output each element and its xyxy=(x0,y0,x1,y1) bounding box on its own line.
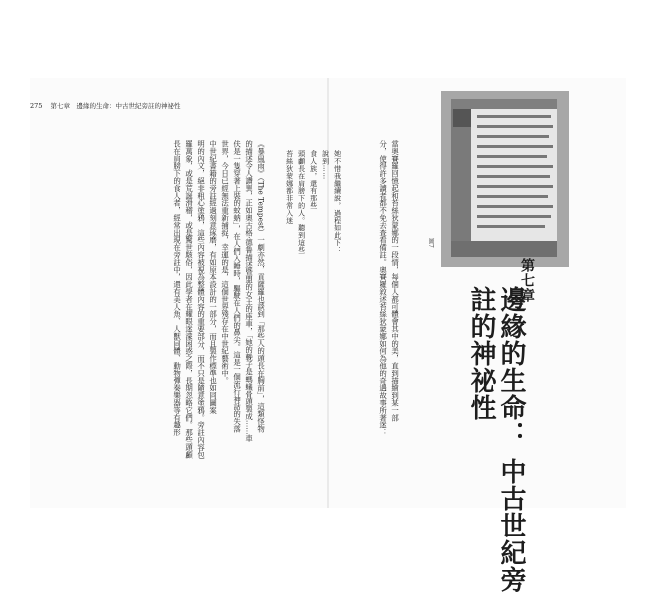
manuscript-text-line xyxy=(477,125,553,128)
manuscript-text-line xyxy=(477,185,553,188)
manuscript-text-line xyxy=(477,155,547,158)
body-text-column: 的描述令人讚異，正如奧古格‧德鲁描述暨盟的女王的座車，「她的輓子是螞蟻骨頭製成……車 xyxy=(244,140,254,443)
manuscript-text-line xyxy=(477,215,551,218)
chapter-title-line: 邊緣的生命： xyxy=(496,286,526,448)
manuscript-text-line xyxy=(477,175,550,178)
manuscript-text-line xyxy=(477,115,551,118)
body-text-column: 當奧賽羅回憶起和苔絲狄蒙娜的一段情，每個人都可體會其中的美，直到描繪到某一部 xyxy=(390,140,400,422)
chapter-title-line: 中古世紀旁註的神祕性 xyxy=(466,286,526,594)
verse-line: 她不惜我繼續說，過程如此下： xyxy=(333,150,342,254)
running-title: 第七章 邊緣的生命：中古世紀旁註的神祕性 xyxy=(50,102,181,110)
body-text-column: 伕是一隻穿著上裝的蚊蚋」，在人們入睡時，驅駛在人們的鼻尖。這是一個流行神話的失落 xyxy=(232,140,242,433)
verse-line: 苔絲狄蒙娜都非常入迷 xyxy=(285,150,294,224)
body-text-column: 世界，今日已經無法重新捕捉，幸運的是，這個世界殘存在中世紀藝術中。 xyxy=(220,140,230,385)
body-text-column: 長在肩膀下的食人者，經常出現在旁註中，還有美人魚、人獸同體、動物彈奏樂器等有趣形 xyxy=(172,140,182,436)
verse-line: 食人族，還有那些 xyxy=(309,150,318,210)
verse-line: 頭顱長在肩膀下的人。聽到這些 xyxy=(297,150,306,254)
body-text-column: 《暴風雨》（The Tempest）一劇亦然，貢薩羅也談到「那些人的頭長在胸前」，這類怪物 xyxy=(256,140,266,433)
page-number: 275 xyxy=(30,102,43,110)
manuscript-text-line xyxy=(477,145,553,148)
figure-caption: 圖7 xyxy=(427,238,434,248)
decorative-border-top xyxy=(451,99,557,109)
manuscript-text-line xyxy=(477,135,549,138)
manuscript-text-line xyxy=(477,195,548,198)
body-text-column: 中世紀書籍的旁註經過刻意琢磨，有如原本設計的一部分，而且製作標準也如同圖案 xyxy=(208,140,218,414)
running-header xyxy=(30,101,181,110)
manuscript-text-line xyxy=(477,205,553,208)
decorative-border-bottom xyxy=(451,241,557,257)
chapter-label: 第七章 xyxy=(519,258,535,303)
manuscript-text-line xyxy=(477,165,553,168)
manuscript-illustration xyxy=(441,91,569,267)
body-text-column: 明的內文，絕非粗心塗鴉，這些內容被視為整體內容的重要部分，而不只是隨意塗鴉。旁註內容包 xyxy=(196,140,206,459)
manuscript-text-line xyxy=(477,225,545,228)
body-text-column: 分，使得許多讀者都不免去查看備註。奧賽羅敘述苔絲狄蒙娜如何為他的奇遇故事所著迷： xyxy=(378,140,388,436)
illuminated-initial xyxy=(453,109,471,127)
body-text-column: 羅萬象，或是荒誕滑稽，或是驚世駭俗，因此學者在耀眼迷濛困惑之際，長期忽略它們。那些頭顱 xyxy=(184,140,194,459)
verse-line: 說到…… xyxy=(321,150,330,180)
chapter-title xyxy=(466,286,526,609)
